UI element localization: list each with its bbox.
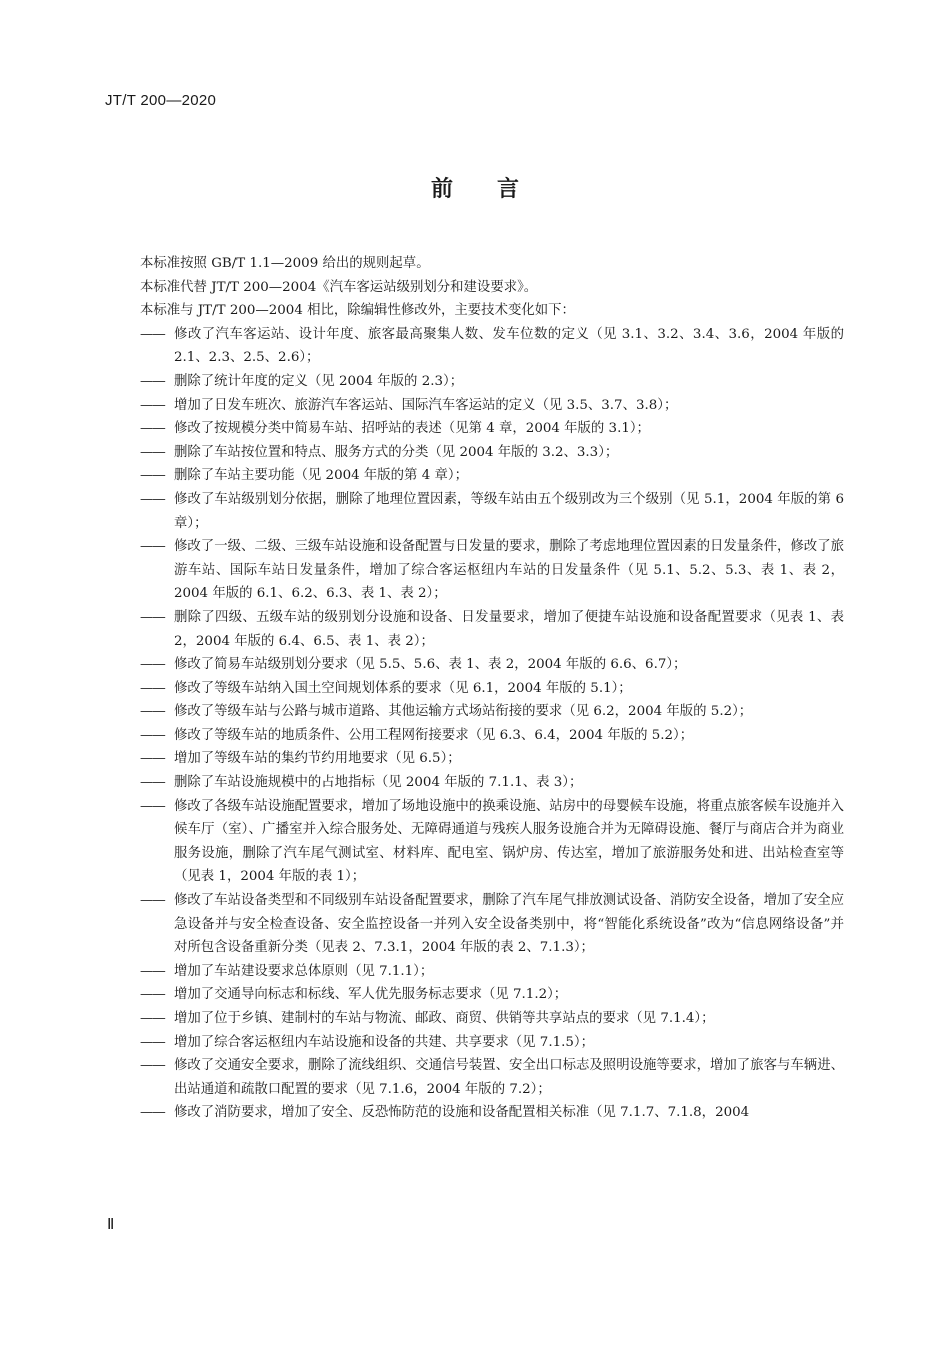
change-list-item bbox=[140, 1007, 844, 1031]
list-dash: —— bbox=[140, 373, 165, 389]
change-list-item-text: 增加了车站建设要求总体原则（见 7.1.1）； bbox=[174, 963, 434, 979]
change-list-item bbox=[140, 700, 844, 724]
paragraph: 本标准代替 JT/T 200—2004《汽车客运站级别划分和建设要求》。 bbox=[140, 279, 538, 295]
standard-code: JT/T 200—2020 bbox=[105, 92, 217, 109]
page-title-char-1: 前 bbox=[430, 177, 453, 202]
paragraph: 本标准按照 GB/T 1.1—2009 给出的规则起草。 bbox=[140, 256, 430, 271]
change-list-item bbox=[140, 795, 844, 889]
change-list-item-text: 修改了等级车站与公路与城市道路、其他运输方式场站衔接的要求（见 6.2，2004 年版的 5.2）； bbox=[174, 704, 753, 720]
list-dash: —— bbox=[140, 1105, 165, 1121]
list-dash: —— bbox=[140, 775, 165, 791]
change-list-item bbox=[140, 771, 844, 795]
list-dash: —— bbox=[140, 539, 165, 555]
list-dash: —— bbox=[140, 798, 165, 814]
change-list-item bbox=[140, 1031, 844, 1055]
list-dash: —— bbox=[140, 751, 165, 767]
change-list-item-text: 增加了综合客运枢纽内车站设施和设备的共建、共享要求（见 7.1.5）； bbox=[174, 1034, 594, 1050]
change-list-item-text: 增加了等级车站的集约节约用地要求（见 6.5）； bbox=[174, 751, 461, 767]
change-list-item bbox=[140, 747, 844, 771]
change-list-item-text: 增加了交通导向标志和标线、军人优先服务标志要求（见 7.1.2）； bbox=[174, 987, 568, 1003]
paragraph: 本标准与 JT/T 200—2004 相比，除编辑性修改外，主要技术变化如下： bbox=[140, 303, 575, 319]
change-list-item bbox=[140, 441, 844, 465]
change-list-item-text: 修改了等级车站纳入国土空间规划体系的要求（见 6.1，2004 年版的 5.1）； bbox=[174, 680, 632, 696]
change-list-item bbox=[140, 889, 844, 960]
change-list-item bbox=[140, 677, 844, 701]
change-list-item-text: 增加了日发车班次、旅游汽车客运站、国际汽车客运站的定义（见 3.5、3.7、3.8）； bbox=[174, 397, 678, 413]
change-list-item bbox=[140, 394, 844, 418]
list-dash: —— bbox=[140, 657, 165, 673]
list-dash: —— bbox=[140, 1058, 165, 1074]
foreword-body bbox=[140, 252, 844, 1125]
list-dash: —— bbox=[140, 963, 165, 979]
change-list-item bbox=[140, 653, 844, 677]
change-list-item bbox=[140, 983, 844, 1007]
list-dash: —— bbox=[140, 1034, 165, 1050]
list-dash: —— bbox=[140, 727, 165, 743]
list-dash: —— bbox=[140, 987, 165, 1003]
change-list-item-text: 修改了各级车站设施配置要求，增加了场地设施中的换乘设施、站房中的母婴候车设施，将重点旅客候车设施并入候车厅（室）、广播室并入综合服务处、无障碍通道与残疾人服务设施合并为无障碍设施、餐厅与商店合并为商业服务设施，删除了汽车尾气测试室、材料库、配电室、锅炉房、传达室，增加了旅游服务处和进、出站检查室等（见表 1，2004 年版的表 1）； bbox=[174, 798, 844, 885]
change-list-item-text: 修改了简易车站级别划分要求（见 5.5、5.6、表 1、表 2，2004 年版的 6.6、6.7）； bbox=[174, 657, 687, 673]
change-list-item bbox=[140, 323, 844, 370]
change-list bbox=[140, 323, 844, 1125]
page-title bbox=[0, 172, 950, 203]
list-dash: —— bbox=[140, 491, 165, 507]
list-dash: —— bbox=[140, 444, 165, 460]
list-dash: —— bbox=[140, 609, 165, 625]
change-list-item-text: 删除了车站设施规模中的占地指标（见 2004 年版的 7.1.1、表 3）； bbox=[174, 775, 583, 791]
change-list-item bbox=[140, 960, 844, 984]
change-list-item-text: 修改了按规模分类中简易车站、招呼站的表述（见第 4 章，2004 年版的 3.1）； bbox=[174, 421, 650, 437]
change-list-item bbox=[140, 1054, 844, 1101]
change-list-item-text: 修改了一级、二级、三级车站设施和设备配置与日发量的要求，删除了考虑地理位置因素的日发量条件，修改了旅游车站、国际车站日发量条件，增加了综合客运枢纽内车站的日发量条件（见 5.1、5.2、5.3、表 1、表 2，2004 年版的 6.1、6.2、6.3、表 1、表 2）； bbox=[174, 539, 844, 602]
list-dash: —— bbox=[140, 680, 165, 696]
change-list-item bbox=[140, 1101, 844, 1125]
change-list-item-text: 删除了统计年度的定义（见 2004 年版的 2.3）； bbox=[174, 373, 464, 389]
change-list-item-text: 删除了四级、五级车站的级别划分设施和设备、日发量要求，增加了便捷车站设施和设备配置要求（见表 1、表 2，2004 年版的 6.4、6.5、表 1、表 2）； bbox=[174, 609, 844, 649]
list-dash: —— bbox=[140, 421, 165, 437]
list-dash: —— bbox=[140, 397, 165, 413]
change-list-item bbox=[140, 488, 844, 535]
change-list-item-text: 修改了等级车站的地质条件、公用工程网衔接要求（见 6.3、6.4，2004 年版的 5.2）； bbox=[174, 727, 694, 743]
change-list-item-text: 修改了汽车客运站、设计年度、旅客最高聚集人数、发车位数的定义（见 3.1、3.2、3.4、3.6，2004 年版的 2.1、2.3、2.5、2.6）； bbox=[174, 326, 844, 366]
change-list-item-text: 删除了车站主要功能（见 2004 年版的第 4 章）； bbox=[174, 468, 468, 484]
change-list-item bbox=[140, 724, 844, 748]
list-dash: —— bbox=[140, 1011, 165, 1026]
list-dash: —— bbox=[140, 893, 165, 909]
change-list-item-text: 增加了位于乡镇、建制村的车站与物流、邮政、商贸、供销等共享站点的要求（见 7.1.4）； bbox=[174, 1011, 715, 1026]
list-dash: —— bbox=[140, 704, 165, 720]
change-list-item-text: 修改了车站级别划分依据，删除了地理位置因素，等级车站由五个级别改为三个级别（见 5.1，2004 年版的第 6 章）； bbox=[174, 491, 844, 531]
change-list-item bbox=[140, 417, 844, 441]
change-list-item-text: 修改了车站设备类型和不同级别车站设备配置要求，删除了汽车尾气排放测试设备、消防安全设备，增加了安全应急设备并与安全检查设备、安全监控设备一并列入安全设备类别中，将“智能化系统设备”改为“信息网络设备”并对所包含设备重新分类（见表 2、7.3.1，2004 年版的表 2、7.1.3）； bbox=[174, 893, 844, 956]
change-list-item bbox=[140, 370, 844, 394]
page-number: Ⅱ bbox=[107, 1217, 115, 1233]
change-list-item-text: 修改了交通安全要求，删除了流线组织、交通信号装置、安全出口标志及照明设施等要求，增加了旅客与车辆进、出站通道和疏散口配置的要求（见 7.1.6，2004 年版的 7.2）； bbox=[174, 1058, 844, 1097]
change-list-item-text: 修改了消防要求，增加了安全、反恐怖防范的设施和设备配置相关标准（见 7.1.7、7.1.8，2004 bbox=[174, 1105, 750, 1121]
list-dash: —— bbox=[140, 326, 165, 342]
page-title-char-2: 言 bbox=[497, 177, 520, 202]
change-list-item bbox=[140, 535, 844, 606]
change-list-item bbox=[140, 464, 844, 488]
change-list-item bbox=[140, 606, 844, 653]
change-list-item-text: 删除了车站按位置和特点、服务方式的分类（见 2004 年版的 3.2、3.3）； bbox=[174, 444, 619, 460]
list-dash: —— bbox=[140, 468, 165, 484]
